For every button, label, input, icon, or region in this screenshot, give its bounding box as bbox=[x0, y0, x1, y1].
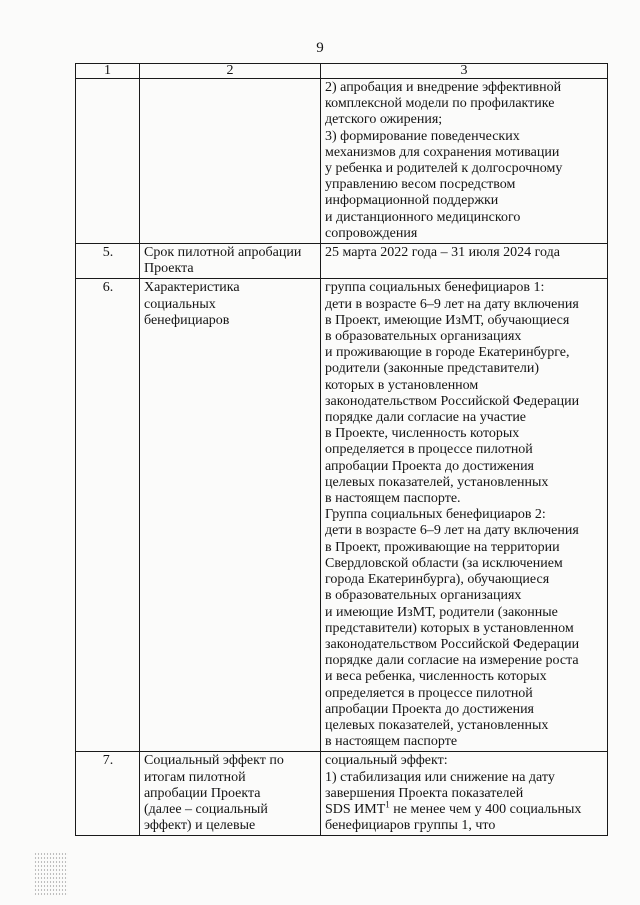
row-label bbox=[140, 279, 321, 752]
text-line: управлению весом посредством bbox=[325, 177, 516, 193]
column-header-1: 1 bbox=[76, 64, 140, 79]
text-line: апробации Проекта bbox=[144, 785, 261, 801]
text-line: у ребенка и родителей к долгосрочному bbox=[325, 161, 563, 177]
text-line: в Проект, имеющие ИзМТ, обучающиеся bbox=[325, 312, 570, 328]
text-line: Срок пилотной апробации bbox=[144, 245, 302, 261]
text-line: в Проекте, численность которых bbox=[325, 426, 520, 442]
text-line: (далее – социальный bbox=[144, 801, 268, 817]
text-line: социальный эффект: bbox=[325, 753, 448, 769]
row-number: 5. bbox=[76, 244, 140, 279]
row-text-lines bbox=[325, 753, 604, 802]
page-number: 9 bbox=[316, 40, 324, 56]
row-number: 6. bbox=[76, 279, 140, 752]
text-line: механизмов для сохранения мотивации bbox=[325, 144, 560, 160]
text-line: в Проект, проживающие на территории bbox=[325, 539, 560, 555]
text-line: города Екатеринбурга), обучающиеся bbox=[325, 572, 550, 588]
row-label bbox=[140, 244, 321, 279]
passport-table bbox=[75, 63, 608, 836]
text-line: Свердловской области (за исключением bbox=[325, 555, 563, 571]
text-line: социальных bbox=[144, 296, 216, 312]
text-line: сопровождения bbox=[325, 225, 418, 241]
table-row bbox=[76, 79, 608, 244]
row-number bbox=[76, 79, 140, 244]
row-text bbox=[321, 79, 608, 244]
footnote-mark: 1 bbox=[385, 799, 390, 810]
text-line: группа социальных бенефициаров 1: bbox=[325, 280, 545, 296]
text-line: и дистанционного медицинского bbox=[325, 209, 521, 225]
row-label bbox=[140, 752, 321, 836]
text-line: апробации Проекта до достижения bbox=[325, 458, 534, 474]
text-line: итогам пилотной bbox=[144, 769, 246, 785]
column-header-2: 2 bbox=[140, 64, 321, 79]
text-line: порядке дали согласие на участие bbox=[325, 410, 527, 426]
text-line: представители) которых в установленном bbox=[325, 620, 574, 636]
text-line: бенефициаров группы 1, что bbox=[325, 818, 496, 834]
sds-bmi-label: SDS ИМТ bbox=[325, 801, 386, 817]
row-text bbox=[321, 279, 608, 752]
table-row bbox=[76, 279, 608, 752]
table-row bbox=[76, 244, 608, 279]
text-line: которых в установленном bbox=[325, 377, 479, 393]
text-line: информационной поддержки bbox=[325, 193, 499, 209]
text-line: Группа социальных бенефициаров 2: bbox=[325, 507, 546, 523]
stamp-mark-icon bbox=[34, 852, 68, 896]
text-line: определяется в процессе пилотной bbox=[325, 685, 533, 701]
text-line: в образовательных организациях bbox=[325, 329, 522, 345]
text-line: и проживающие в городе Екатеринбурге, bbox=[325, 345, 570, 361]
text-line: в образовательных организациях bbox=[325, 588, 522, 604]
text-line: Характеристика bbox=[144, 280, 240, 296]
row-label bbox=[140, 79, 321, 244]
row-text-line-footnote bbox=[325, 799, 604, 818]
text-line: 3) формирование поведенческих bbox=[325, 128, 520, 144]
row-text-lines bbox=[325, 818, 604, 834]
text-line: апробации Проекта до достижения bbox=[325, 701, 534, 717]
text-line: порядке дали согласие на измерение роста bbox=[325, 653, 579, 669]
text-line: бенефициаров bbox=[144, 312, 230, 328]
row-text bbox=[321, 752, 608, 836]
text-line: определяется в процессе пилотной bbox=[325, 442, 533, 458]
table-header-row bbox=[76, 64, 608, 79]
text-line: и веса ребенка, численность которых bbox=[325, 669, 547, 685]
text-line: дети в возрасте 6–9 лет на дату включения bbox=[325, 296, 579, 312]
text-line: целевых показателей, установленных bbox=[325, 717, 549, 733]
text-line: 2) апробация и внедрение эффективной bbox=[325, 80, 562, 95]
text-line: Проекта bbox=[144, 261, 194, 277]
sds-bmi-continuation: не менее чем у 400 социальных bbox=[389, 801, 582, 817]
table-row bbox=[76, 752, 608, 836]
text-line: 1) стабилизация или снижение на дату bbox=[325, 769, 555, 785]
text-line: эффект) и целевые bbox=[144, 818, 256, 834]
text-line: законодательством Российской Федерации bbox=[325, 393, 580, 409]
text-line: завершения Проекта показателей bbox=[325, 785, 524, 801]
text-line: в настоящем паспорте bbox=[325, 734, 458, 750]
text-line: Социальный эффект по bbox=[144, 753, 284, 769]
text-line: детского ожирения; bbox=[325, 112, 443, 128]
text-line: 25 марта 2022 года – 31 июля 2024 года bbox=[325, 245, 560, 261]
row-text bbox=[321, 244, 608, 279]
text-line: в настоящем паспорте. bbox=[325, 491, 461, 507]
text-line: законодательством Российской Федерации bbox=[325, 636, 580, 652]
text-line: и имеющие ИзМТ, родители (законные bbox=[325, 604, 558, 620]
text-line: дети в возрасте 6–9 лет на дату включения bbox=[325, 523, 579, 539]
text-line: комплексной модели по профилактике bbox=[325, 96, 555, 112]
row-number: 7. bbox=[76, 752, 140, 836]
text-line: родители (законные представители) bbox=[325, 361, 540, 377]
column-header-3: 3 bbox=[321, 64, 608, 79]
text-line: целевых показателей, установленных bbox=[325, 474, 549, 490]
